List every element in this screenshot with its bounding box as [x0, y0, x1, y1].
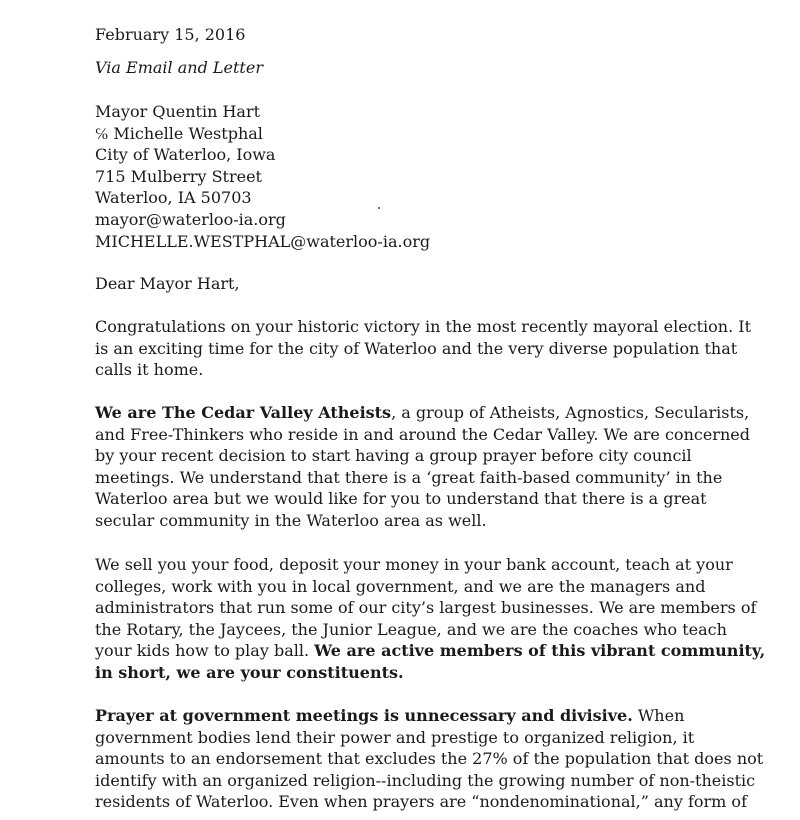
para3-line: colleges, work with you in local government, and we are the managers and	[95, 576, 706, 596]
date-line: February 15, 2016	[95, 25, 246, 44]
para3-line: administrators that run some of our city’s largest businesses. We are members of	[95, 598, 757, 618]
paragraph-4	[95, 705, 764, 813]
recipient-street: 715 Mulberry Street	[95, 166, 262, 186]
salutation-line: Dear Mayor Hart,	[95, 274, 240, 293]
recipient-care-of: ℅ Michelle Westphal	[95, 123, 263, 143]
para2-line: and Free-Thinkers who reside in and around the Cedar Valley. We are concerned	[95, 424, 750, 444]
para2-line	[95, 402, 750, 424]
para3-line	[95, 640, 766, 662]
para3-line: in short, we are your constituents.	[95, 662, 404, 682]
para4-line: government bodies lend their power and prestige to organized religion, it	[95, 727, 695, 747]
para3-line: We sell you your food, deposit your money in your bank account, teach at your	[95, 555, 733, 574]
delivery-line: Via Email and Letter	[95, 58, 263, 77]
para3-line: the Rotary, the Jaycees, the Junior League, and we are the coaches who teach	[95, 619, 727, 639]
paragraph-3	[95, 554, 766, 684]
delivery-method	[95, 57, 715, 79]
para2-line: Waterloo area but we would like for you to understand that there is a great	[95, 489, 707, 509]
para4-intro-rest: When	[632, 706, 685, 725]
para1-line: Congratulations on your historic victory in the most recently mayoral election. It	[95, 317, 752, 336]
stray-mark	[378, 207, 380, 209]
letter-date	[95, 24, 715, 46]
para2-intro-rest: , a group of Atheists, Agnostics, Secularists,	[391, 403, 750, 422]
recipient-name: Mayor Quentin Hart	[95, 102, 261, 121]
para3-plain-text: your kids how to play ball.	[95, 641, 315, 661]
para2-line: by your recent decision to start having a group prayer before city council	[95, 446, 692, 466]
para1-line: is an exciting time for the city of Waterloo and the very diverse population that	[95, 338, 738, 358]
para4-line	[95, 705, 715, 727]
recipient-address	[95, 101, 715, 252]
paragraph-2	[95, 402, 750, 532]
salutation	[95, 273, 715, 295]
para4-line: residents of Waterloo. Even when prayers are “nondenominational,” any form of	[95, 792, 747, 812]
recipient-city-state-zip: Waterloo, IA 50703	[95, 188, 252, 208]
paragraph-1	[95, 316, 752, 381]
para1-line: calls it home.	[95, 360, 204, 380]
para4-line: identify with an organized religion--including the growing number of non-theistic	[95, 770, 756, 790]
para2-bold-intro: We are The Cedar Valley Atheists	[95, 403, 392, 422]
para2-line: secular community in the Waterloo area as well.	[95, 510, 487, 530]
para3-bold-text: We are active members of this vibrant community,	[314, 641, 766, 661]
recipient-org: City of Waterloo, Iowa	[95, 145, 276, 165]
recipient-email-mayor: mayor@waterloo-ia.org	[95, 209, 286, 229]
para4-line: amounts to an endorsement that excludes the 27% of the population that does not	[95, 749, 764, 769]
para4-bold-intro: Prayer at government meetings is unnecessary and divisive.	[95, 706, 633, 725]
recipient-email-westphal: MICHELLE.WESTPHAL@waterloo-ia.org	[95, 231, 431, 251]
para2-line: meetings. We understand that there is a ‘great faith-based community’ in the	[95, 467, 723, 487]
